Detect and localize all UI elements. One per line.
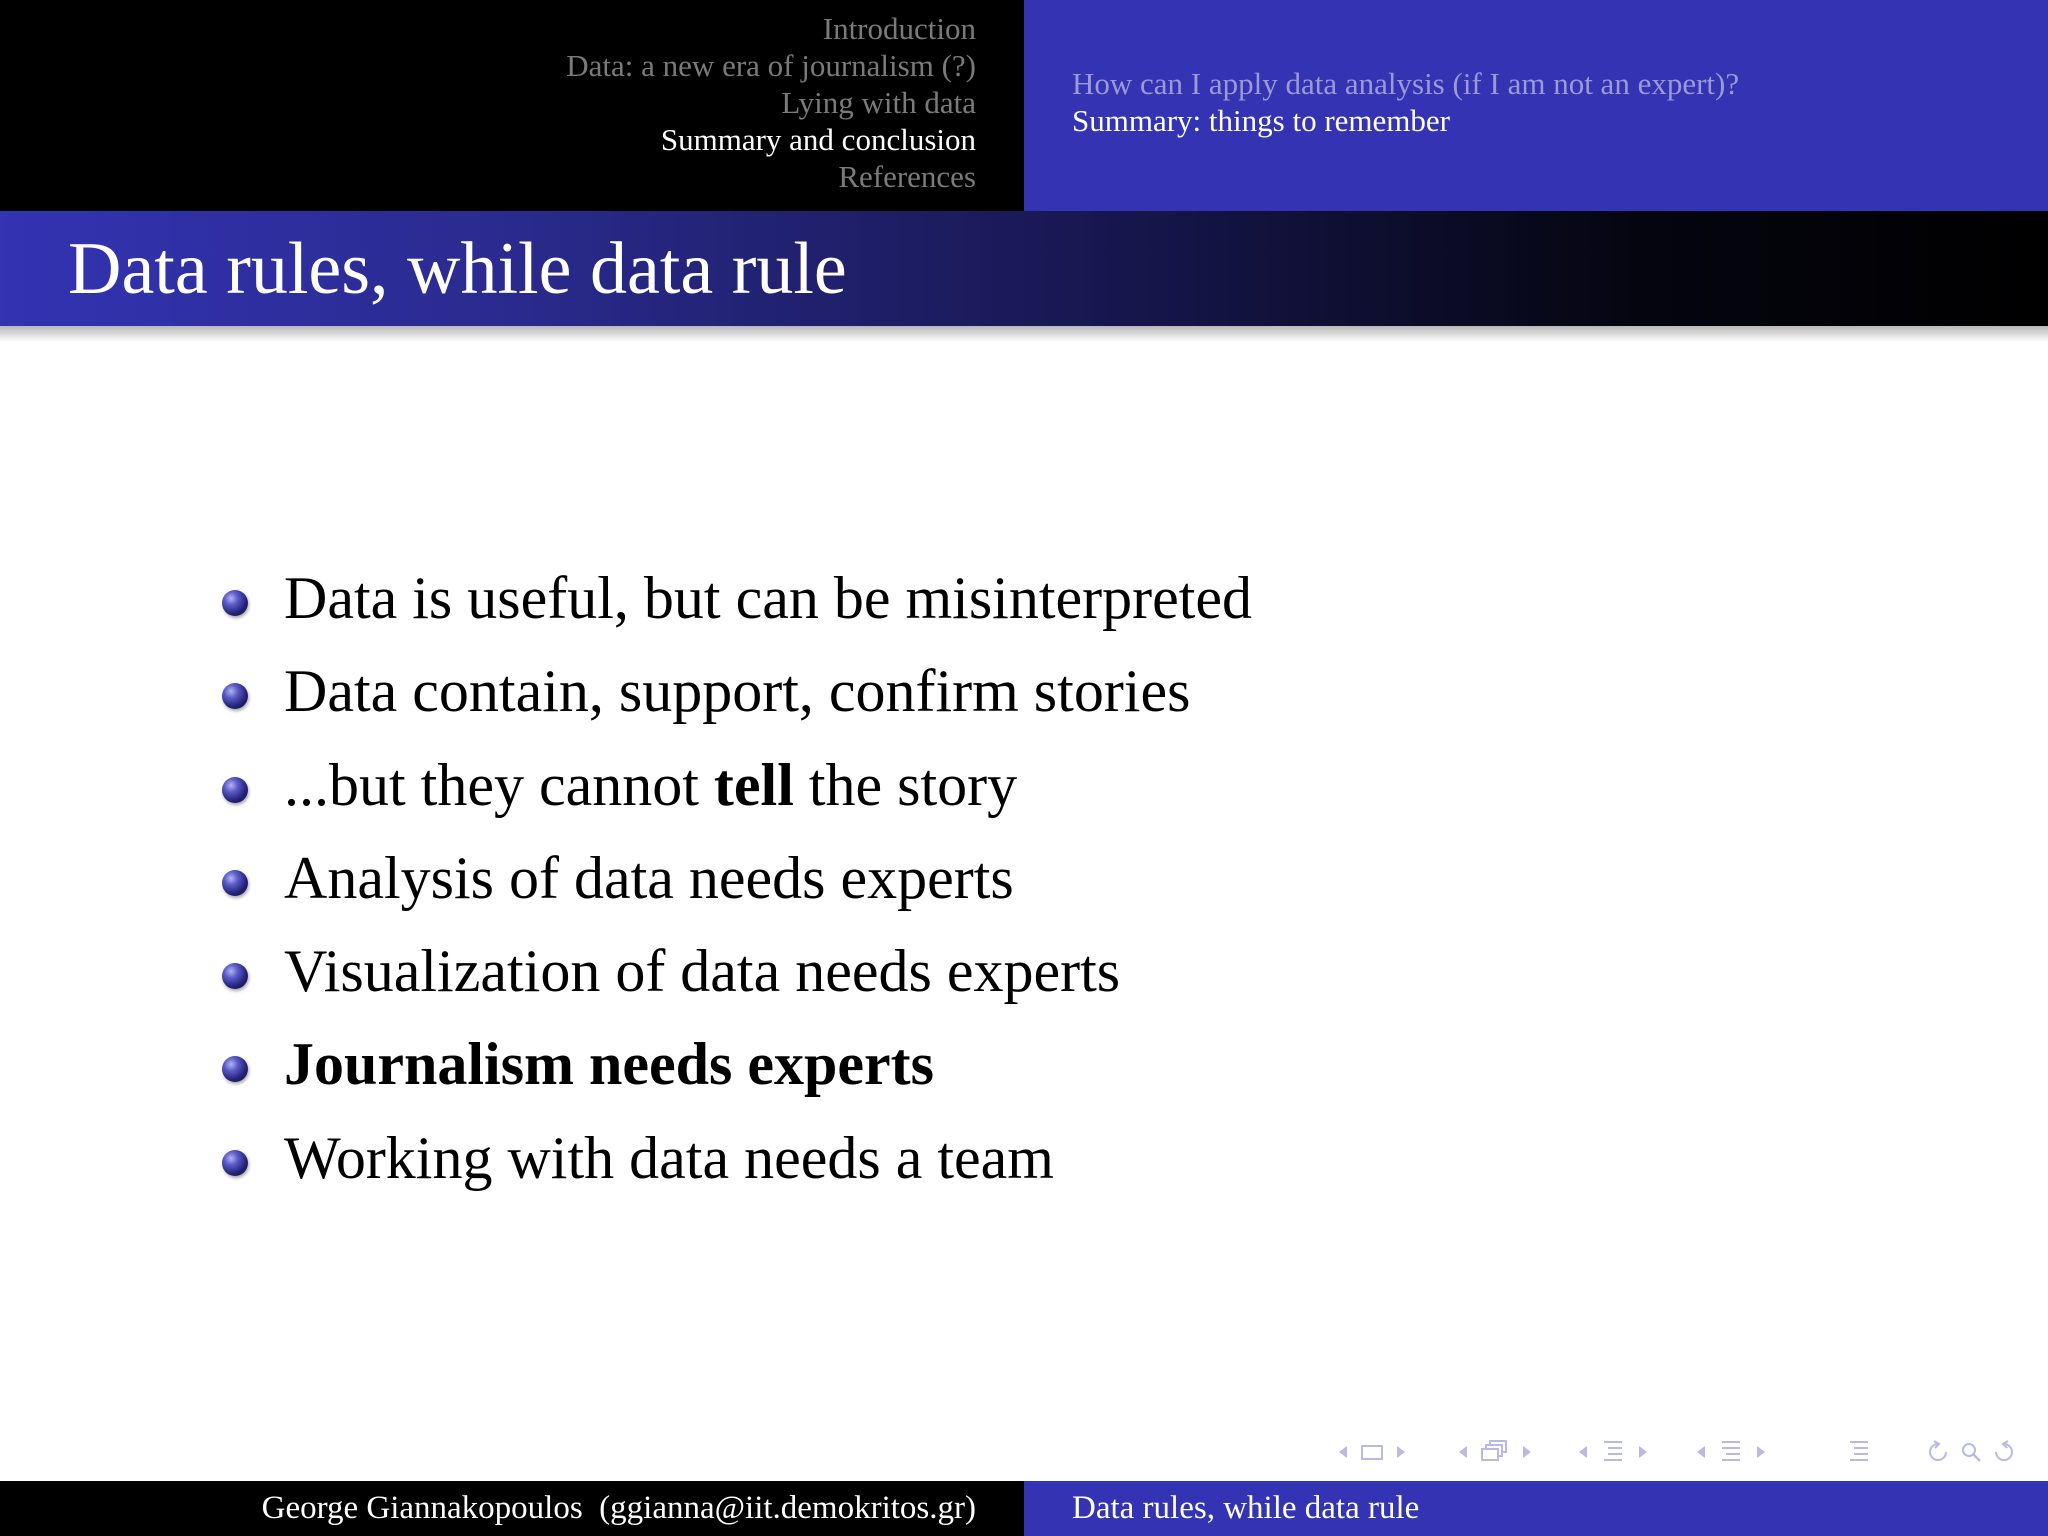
appendix-icon[interactable] (1846, 1434, 1872, 1470)
list-item-text: Data is useful, but can be misinterpreted (284, 565, 1253, 631)
list-item-text-pre: ...but they cannot (284, 751, 714, 818)
subsection-link-summary-things-to-remember[interactable]: Summary: things to remember (1072, 103, 1450, 138)
footer-short-title: Data rules, while data rule (1072, 1490, 1420, 1526)
list-item (222, 739, 1252, 832)
ball-bullet-icon (222, 1150, 248, 1176)
search-back-forward-icon[interactable] (1926, 1434, 2016, 1470)
header-subsections-panel (1024, 0, 2048, 211)
list-item-text: Analysis of data needs experts (284, 844, 1014, 911)
ball-bullet-icon (222, 590, 248, 616)
list-item (222, 832, 1252, 925)
ball-bullet-icon (222, 1056, 248, 1082)
list-item (222, 645, 1252, 738)
section-link-data-new-era[interactable]: Data: a new era of journalism (?) (566, 48, 976, 83)
frame-nav-icon[interactable] (1456, 1434, 1534, 1470)
list-item (222, 925, 1252, 1018)
subsection-link-apply-data-analysis[interactable]: How can I apply data analysis (if I am not an expert)? (1072, 66, 1740, 101)
frame-title-shadow (0, 326, 2048, 342)
subsection-navigation (1072, 65, 1739, 139)
frame-title: Data rules, while data rule (68, 228, 847, 310)
footer-author-panel (0, 1481, 1024, 1536)
footer-title-panel (1024, 1481, 2048, 1536)
list-item-text: Working with data needs a team (284, 1124, 1054, 1191)
ball-bullet-icon (222, 870, 248, 896)
list-item-text-post: the story (793, 751, 1018, 818)
bullet-list (222, 552, 1252, 1205)
section-nav-icon[interactable] (1694, 1434, 1768, 1470)
slide-nav-icon[interactable] (1336, 1434, 1408, 1470)
section-link-references[interactable]: References (838, 159, 976, 194)
ball-bullet-icon (222, 683, 248, 709)
section-link-introduction[interactable]: Introduction (822, 11, 976, 46)
list-item (222, 1112, 1252, 1205)
section-link-lying-with-data[interactable]: Lying with data (781, 85, 976, 120)
ball-bullet-icon (222, 963, 248, 989)
list-item-text: Journalism needs experts (284, 1031, 934, 1098)
ball-bullet-icon (222, 777, 248, 803)
header-sections-panel (0, 0, 1024, 211)
section-navigation (24, 10, 1024, 195)
list-item-text: Visualization of data needs experts (284, 938, 1121, 1005)
section-link-summary-conclusion[interactable]: Summary and conclusion (660, 122, 976, 157)
list-item (222, 552, 1252, 645)
subsection-nav-icon[interactable] (1576, 1434, 1650, 1470)
list-item (222, 1018, 1252, 1111)
list-item-text: Data contain, support, confirm stories (284, 658, 1191, 725)
list-item-text-emphasis: tell (713, 751, 794, 818)
footer-author: George Giannakopoulos (ggianna@iit.demokritos.gr) (261, 1490, 976, 1526)
